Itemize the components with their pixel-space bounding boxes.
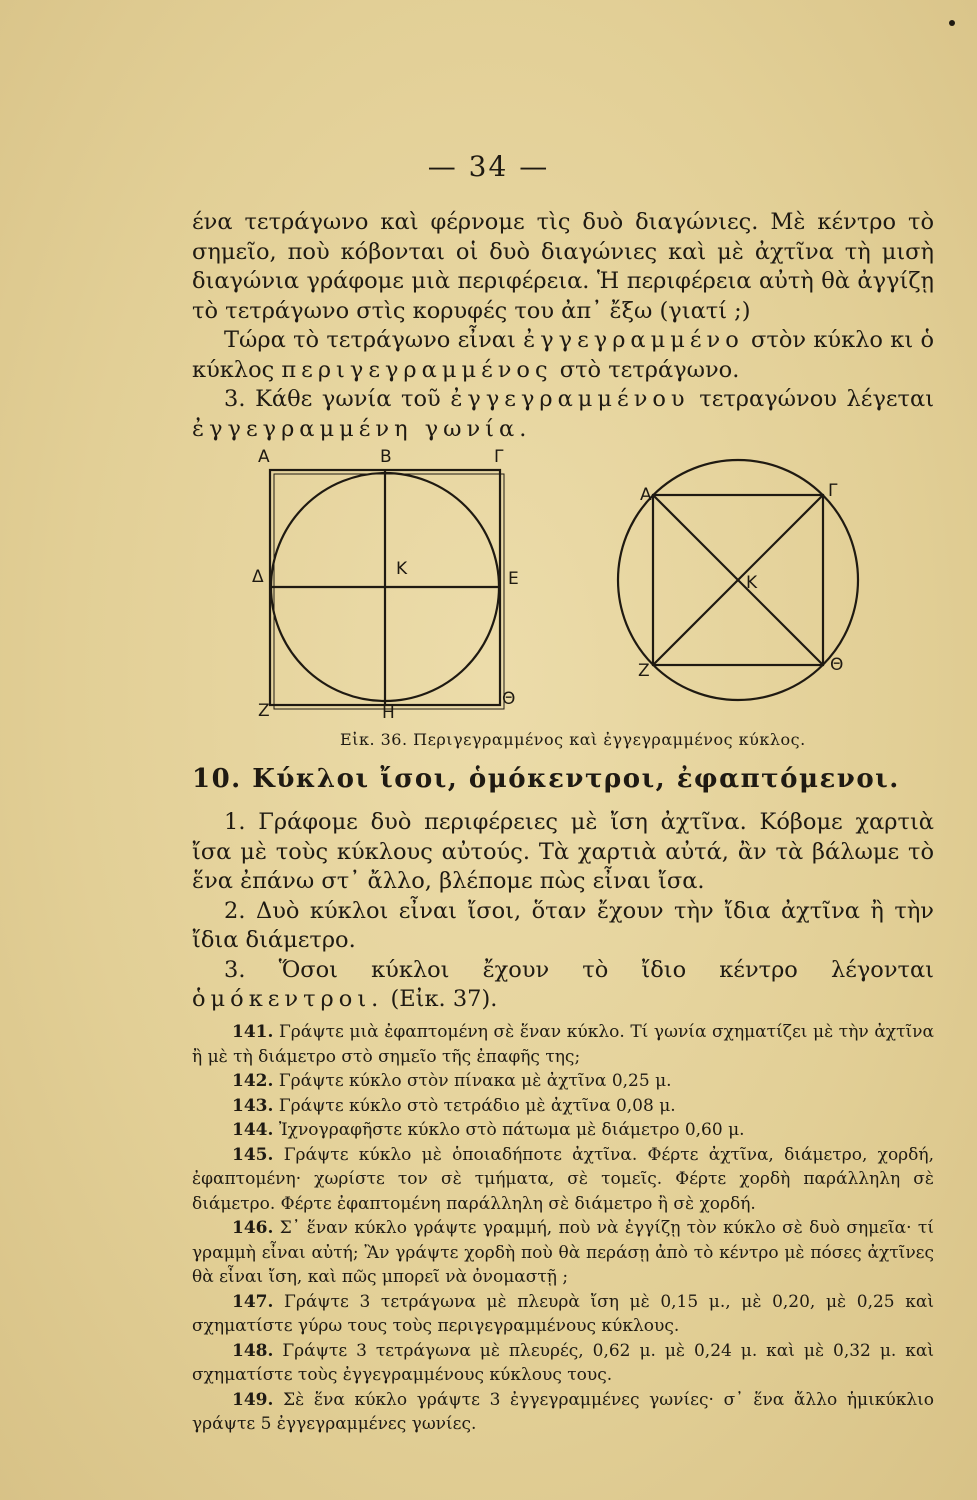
- figure-drawing: [240, 440, 880, 730]
- page-number: — 34 —: [427, 150, 550, 183]
- exercise-147: [192, 1290, 934, 1339]
- intro-text-3b: τετραγώνου λέγεται: [699, 386, 935, 412]
- exercise-text: Γράψτε 3 τετράγωνα μὲ πλευρές, 0,62 μ. μὲ 0,24 μ. καὶ μὲ 0,32 μ. καὶ σχηματίστε τοὺς ἐγγεγραμμένους κύκλους τους.: [192, 1340, 934, 1385]
- label-right-Z: Ζ: [638, 661, 650, 681]
- intro-text-3a: 3. Κάθε γωνία τοῦ: [224, 386, 441, 412]
- exercise-text: Σ᾿ ἕναν κύκλο γράψτε γραμμή, ποὺ νὰ ἐγγίζῃ τὸν κύκλο σὲ δυὸ σημεῖα· τί γραμμὴ εἶναι αὐτή; Ἂν γράψτε χορδὴ ποὺ θὰ περάσῃ ἀπὸ τὸ κέντρο μὲ πόσες ἀχτῖνες θὰ εἶναι ἴση, καὶ πῶς μπορεῖ νὰ ὀνομαστῇ ;: [192, 1218, 935, 1287]
- exercise-number: 144.: [232, 1120, 274, 1140]
- label-left-E: Ε: [508, 569, 519, 589]
- label-left-D: Δ: [252, 567, 264, 587]
- intro-text-2b: στὸν κύκλο κι ὁ κύκλος: [192, 327, 935, 383]
- exercise-text: Γράψτε 3 τετράγωνα μὲ πλευρὰ ἴση μὲ 0,15 μ., μὲ 0,20, μὲ 0,25 καὶ σχηματίστε γύρω τους τοὺς περιγεγραμμένους κύκλους.: [192, 1291, 934, 1336]
- intro-text-2c: στὸ τετράγωνο.: [559, 356, 740, 383]
- exercise-text: Ἰχνογραφῆστε κύκλο στὸ πάτωμα μὲ διάμετρο 0,60 μ.: [278, 1120, 745, 1140]
- figure-right-circumscribed-circle: [618, 460, 858, 700]
- label-right-K: Κ: [746, 573, 758, 593]
- exercise-text: Γράψτε κύκλο στὸ τετράδιο μὲ ἀχτῖνα 0,08 μ.: [278, 1095, 676, 1116]
- exercise-number: 149.: [232, 1389, 274, 1410]
- word-concentric: ὁμόκεντροι.: [192, 986, 384, 1012]
- exercise-141: [192, 1020, 934, 1069]
- exercise-146: [192, 1216, 934, 1290]
- word-circumscribed: περιγεγραμμένος: [281, 356, 553, 383]
- exercise-142: [192, 1069, 934, 1094]
- label-left-G: Γ: [494, 447, 504, 467]
- ink-dot: [949, 20, 955, 26]
- intro-paragraph: [192, 208, 934, 444]
- section-item-3a: 3. Ὅσοι κύκλοι ἔχουν τὸ ἴδιο κέντρο λέγονται: [224, 956, 934, 983]
- exercise-text: Γράψτε μιὰ ἐφαπτομένη σὲ ἕναν κύκλο. Τί γωνία σχηματίζει μὲ τὴν ἀχτῖνα ἢ μὲ τὴ διάμετρο στὸ σημεῖο τῆς ἐπαφῆς της;: [192, 1022, 934, 1067]
- exercises-list: [192, 1020, 934, 1437]
- label-left-K: Κ: [396, 559, 408, 579]
- label-left-B: Β: [380, 447, 392, 467]
- intro-text-2a: Τώρα τὸ τετράγωνο εἶναι: [224, 327, 516, 353]
- word-inscribed: ἐγγεγραμμένο: [523, 327, 744, 353]
- figure-caption: Εἰκ. 36. Περιγεγραμμένος καὶ ἐγγεγραμμένος κύκλος.: [340, 730, 806, 749]
- label-left-Z: Ζ: [258, 701, 270, 721]
- exercise-number: 141.: [232, 1022, 274, 1042]
- exercise-text: Σὲ ἕνα κύκλο γράψτε 3 ἐγγεγραμμένες γωνίες· σ᾿ ἕνα ἄλλο ἡμικύκλιο γράψτε 5 ἐγγεγραμμένες γωνίες.: [192, 1389, 935, 1434]
- word-inscribed-gen: ἐγγεγραμμένου: [450, 386, 690, 412]
- exercise-145: [192, 1143, 934, 1217]
- exercise-number: 147.: [232, 1291, 274, 1312]
- label-right-A: Α: [640, 485, 652, 505]
- label-right-G: Γ: [828, 481, 838, 501]
- exercise-149: [192, 1388, 934, 1437]
- exercise-143: [192, 1094, 934, 1119]
- exercise-text: Γράψτε κύκλο μὲ ὁποιαδήποτε ἀχτῖνα. Φέρτε ἀχτῖνα, διάμετρο, χορδή, ἐφαπτομένη· χωρίστε τον σὲ τμήματα, σὲ τομεῖς. Φέρτε χορδὴ παράλληλη σὲ διάμετρο. Φέρτε ἐφαπτομένη παράλληλη σὲ διάμετρο ἢ σὲ χορδή.: [192, 1144, 934, 1214]
- exercise-144: [192, 1118, 934, 1143]
- word-inscribed-angle: ἐγγεγραμμένη γωνία.: [192, 415, 532, 442]
- figure-left-inscribed-circle: [270, 470, 504, 709]
- section-item-3b: (Εἰκ. 37).: [390, 986, 498, 1012]
- exercise-text: Γράψτε κύκλο στὸν πίνακα μὲ ἀχτῖνα 0,25 μ.: [278, 1071, 672, 1091]
- exercise-number: 145.: [232, 1144, 274, 1165]
- label-left-H: Η: [382, 703, 395, 723]
- section-item-2: 2. Δυὸ κύκλοι εἶναι ἴσοι, ὅταν ἔχουν τὴν ἴδια ἀχτῖνα ἢ τὴν ἴδια διάμετρο.: [192, 897, 934, 953]
- label-right-TH: Θ: [830, 655, 844, 675]
- exercise-148: [192, 1339, 934, 1388]
- label-left-A: Α: [258, 447, 270, 467]
- section-item-1: 1. Γράφομε δυὸ περιφέρειες μὲ ἴση ἀχτῖνα. Κόβομε χαρτιὰ ἴσα μὲ τοὺς κύκλους αὐτούς. Τὰ χαρτιὰ αὐτά, ἂν τὰ βάλωμε τὸ ἕνα ἐπάνω στ᾿ ἄλλο, βλέπομε πὼς εἶναι ἴσα.: [192, 809, 934, 894]
- exercise-number: 148.: [232, 1340, 274, 1361]
- intro-text-1: ένα τετράγωνο καὶ φέρνομε τὶς δυὸ διαγώνιες. Μὲ κέντρο τὸ σημεῖο, ποὺ κόβονται οἱ δυὸ διαγώνιες καὶ μὲ ἀχτῖνα τὴ μισὴ διαγώνια γράφομε μιὰ περιφέρεια. Ἡ περιφέρεια αὐτὴ θὰ ἀγγίζῃ τὸ τετράγωνο στὶς κορυφές του ἀπ᾿ ἔξω (γιατί ;): [192, 209, 934, 324]
- section-body: [192, 808, 934, 1015]
- label-left-TH: Θ: [502, 689, 516, 709]
- exercise-number: 142.: [232, 1071, 274, 1091]
- section-heading: 10. Κύκλοι ἴσοι, ὁμόκεντροι, ἐφαπτόμενοι.: [192, 764, 900, 794]
- figure-36: [240, 440, 880, 730]
- exercise-number: 146.: [232, 1218, 274, 1238]
- exercise-number: 143.: [232, 1095, 274, 1116]
